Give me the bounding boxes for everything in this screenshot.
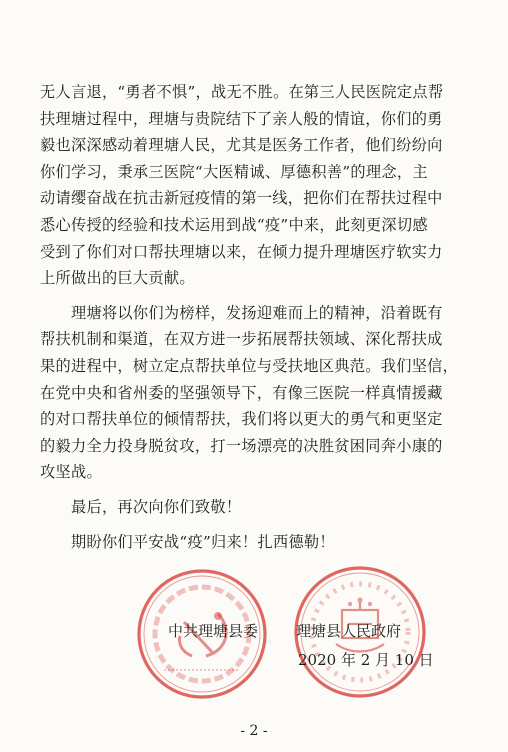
text-line: 悉心传授的经验和技术运用到战“疫”中来，此刻更深切感 [40,215,428,234]
text-line: 在党中央和省州委的坚强领导下，有像三医院一样真情援藏 [40,383,443,402]
closing-wish: 期盼你们平安战“疫”归来！扎西德勒！ [40,532,335,551]
text-line: 毅也深深感动着理塘人民，尤其是医务工作者，他们纷纷向 [40,136,443,155]
text-line: 的毅力全力投身脱贫攻，打一场漂亮的决胜贫困同奔小康的 [40,436,443,455]
text-line: 你们学习，秉承三医院“大医精诚、厚德积善”的理念，主 [40,162,428,181]
text-line: 受到了你们对口帮扶理塘以来，在倾力提升理塘医疗软实力 [40,242,443,261]
text-line: 理塘将以你们为榜样，发扬迎难而上的精神，沿着既有 [40,303,443,322]
signing-date: 2020 年 2 月 10 日 [298,651,434,669]
closing-salute: 最后，再次向你们致敬！ [40,497,242,516]
paragraph-2 [40,300,472,486]
text-line: 无人言退，“勇者不惧”，战无不胜。在第三人民医院定点帮 [40,83,444,101]
letter-body [40,79,472,555]
text-line: 动请缨奋战在抗击新冠疫情的第一线，把你们在帮扶过程中 [40,189,443,208]
text-line: 果的进程中，树立定点帮扶单位与受扶地区典范。我们坚信， [40,356,459,375]
text-line: 扶理塘过程中，理塘与贵院结下了亲人般的情谊，你们的勇 [40,109,443,128]
text-line: 的对口帮扶单位的倾情帮扶，我们将以更大的勇气和更坚定 [40,410,443,429]
paragraph-1 [40,79,472,292]
government-signature: 理塘县人民政府 [296,622,402,640]
text-line: 攻坚战。 [40,463,102,482]
text-line: 上所做出的巨大贡献。 [40,269,195,288]
page-number: - 2 - [240,723,268,739]
party-committee-signature: 中共理塘县委 [168,622,259,640]
text-line: 帮扶机制和渠道，在双方进一步拓展帮扶领域、深化帮扶成 [40,330,443,349]
